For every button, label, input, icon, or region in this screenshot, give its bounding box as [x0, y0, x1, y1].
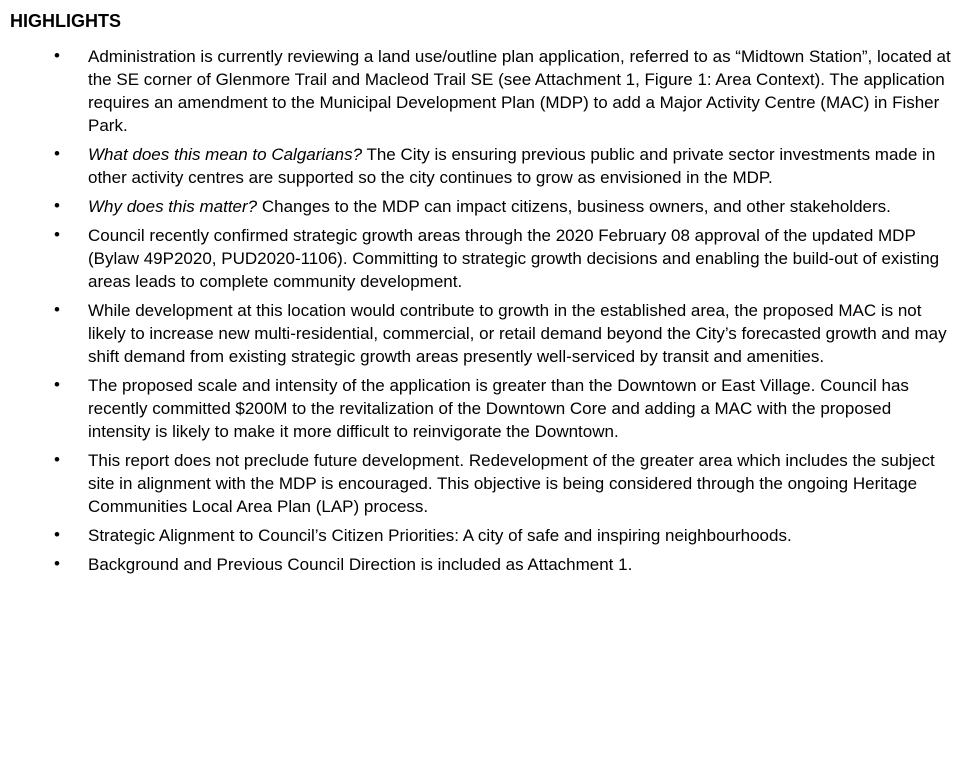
- bullet-text: The City is ensuring previous public and private sector investments made in other activity centres are supported so the city continues to grow as envisioned in the MDP.: [88, 145, 936, 187]
- bullet-italic-lead: What does this mean to Calgarians?: [88, 145, 363, 164]
- bullet-icon: •: [54, 144, 60, 163]
- bullet-text: While development at this location would contribute to growth in the established area, the proposed MAC is not likely to increase new multi-residential, commercial, or retail demand beyond the City’s forecasted growth and may shift demand from existing strategic growth areas presently well-serviced by transit and amenities.: [88, 301, 947, 366]
- bullet-icon: •: [54, 300, 60, 319]
- bullet-icon: •: [54, 196, 60, 215]
- bullet-icon: •: [54, 46, 60, 65]
- bullet-icon: •: [54, 375, 60, 394]
- bullet-italic-lead: Why does this matter?: [88, 197, 258, 216]
- bullet-text: Background and Previous Council Direction is included as Attachment 1.: [88, 555, 633, 574]
- bullet-icon: •: [54, 450, 60, 469]
- bullet-text: This report does not preclude future development. Redevelopment of the greater area which includes the subject site in alignment with the MDP is encouraged. This objective is being considered through the ongoing Heritage Communities Local Area Plan (LAP) process.: [88, 451, 935, 516]
- bullet-text: Strategic Alignment to Council’s Citizen Priorities: A city of safe and inspiring neighbourhoods.: [88, 526, 792, 545]
- bullet-text: The proposed scale and intensity of the application is greater than the Downtown or East Village. Council has recently committed $200M to the revitalization of the Downtown Core and adding a MAC with the proposed intensity is likely to make it more difficult to reinvigorate the Downtown.: [88, 376, 909, 441]
- highlight-bullet-item: [10, 449, 951, 518]
- highlight-bullet-item: [10, 195, 951, 218]
- highlight-bullet-item: [10, 143, 951, 189]
- highlights-list: [10, 45, 951, 576]
- highlight-bullet-item: [10, 224, 951, 293]
- bullet-text: Administration is currently reviewing a land use/outline plan application, referred to as “Midtown Station”, located at the SE corner of Glenmore Trail and Macleod Trail SE (see Attachment 1, Figure 1: Area Context). The application requires an amendment to the Municipal Development Plan (MDP) to add a Major Activity Centre (MAC) in Fisher Park.: [88, 47, 951, 135]
- bullet-text: Council recently confirmed strategic growth areas through the 2020 February 08 approval of the updated MDP (Bylaw 49P2020, PUD2020-1106). Committing to strategic growth decisions and enabling the build-out of existing areas leads to complete community development.: [88, 226, 940, 291]
- bullet-icon: •: [54, 554, 60, 573]
- bullet-text: Changes to the MDP can impact citizens, business owners, and other stakeholders.: [257, 197, 891, 216]
- highlight-bullet-item: [10, 299, 951, 368]
- highlight-bullet-item: [10, 553, 951, 576]
- highlight-bullet-item: [10, 45, 951, 137]
- bullet-icon: •: [54, 225, 60, 244]
- highlights-heading: HIGHLIGHTS: [10, 11, 121, 31]
- highlight-bullet-item: [10, 524, 951, 547]
- bullet-icon: •: [54, 525, 60, 544]
- highlight-bullet-item: [10, 374, 951, 443]
